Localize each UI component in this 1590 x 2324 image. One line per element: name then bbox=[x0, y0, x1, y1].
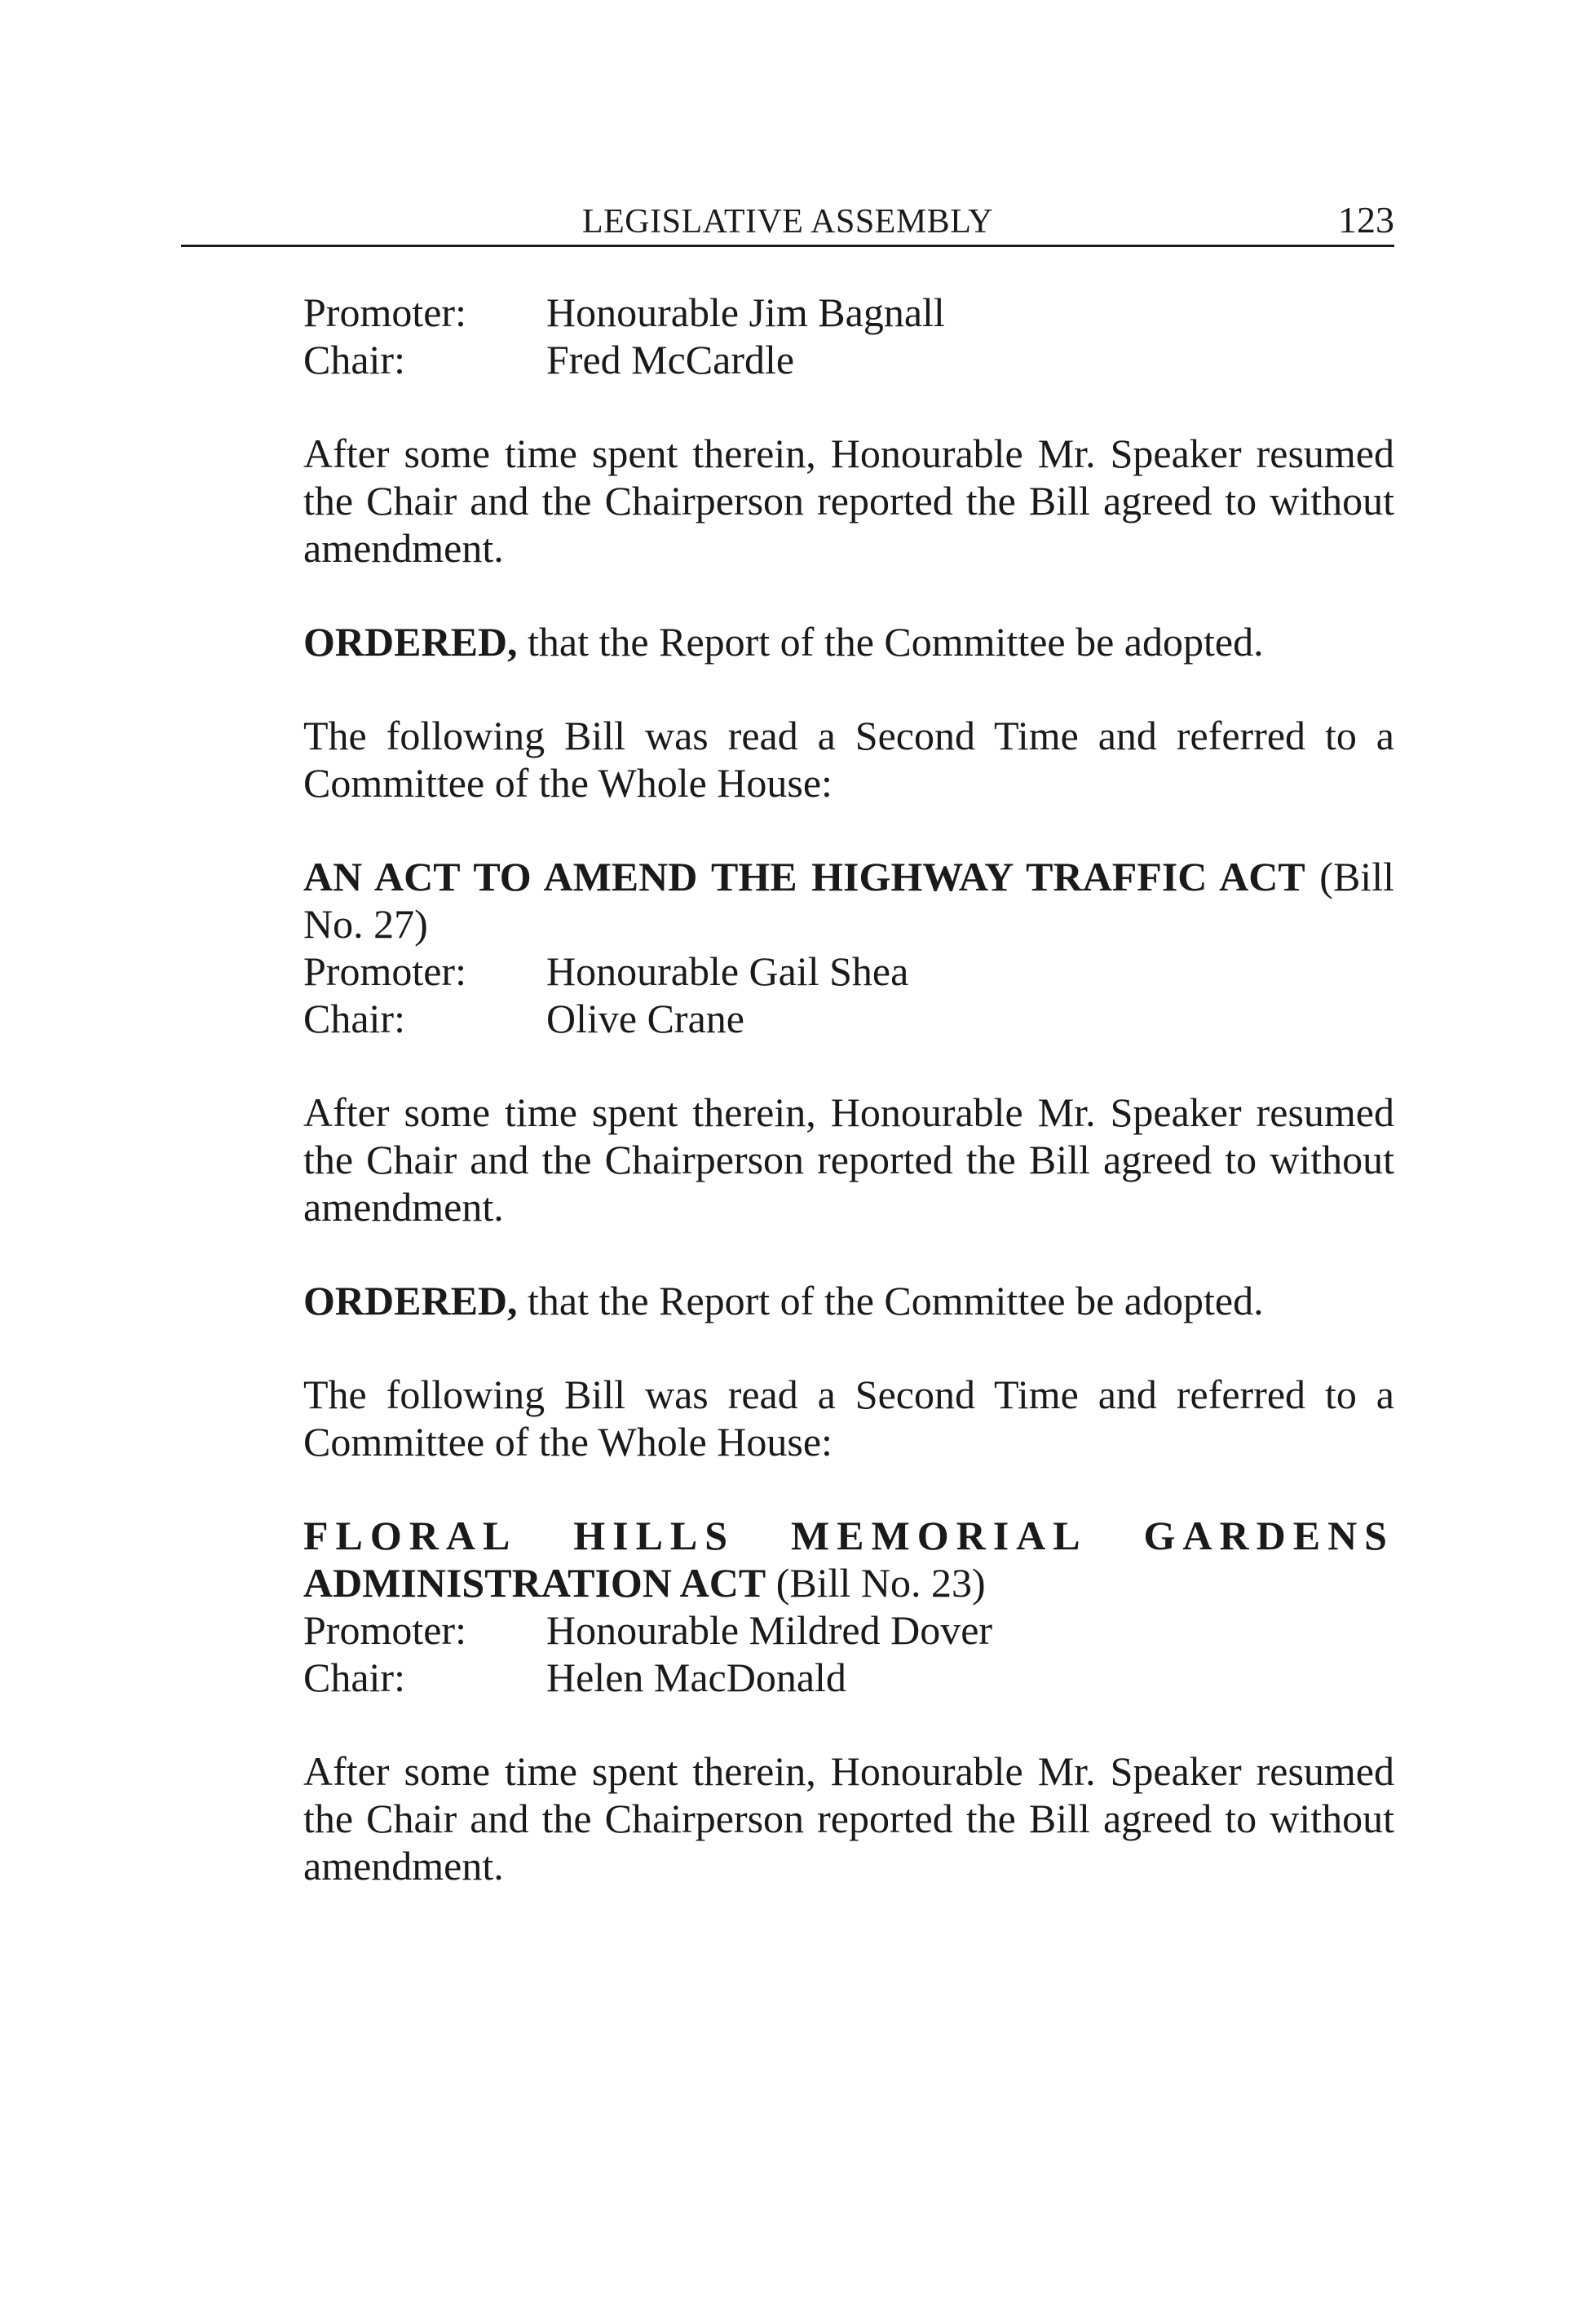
chair-name: Olive Crane bbox=[546, 996, 744, 1041]
ordered-paragraph bbox=[303, 618, 1394, 665]
document-body bbox=[303, 289, 1394, 1889]
ordered-text: that the Report of the Committee be adopted. bbox=[517, 619, 1264, 665]
promoter-row bbox=[303, 1606, 1394, 1654]
bill-number: (Bill No. 23) bbox=[766, 1560, 986, 1606]
chair-label: Chair: bbox=[303, 1655, 405, 1700]
bill-title-word: HILLS bbox=[573, 1513, 735, 1558]
chair-label: Chair: bbox=[303, 337, 405, 382]
bill-heading bbox=[303, 853, 1394, 948]
report-paragraph: After some time spent therein, Honourable Mr. Speaker resumed the Chair and the Chairperson reported the Bill agreed to without amendment. bbox=[303, 1748, 1394, 1889]
second-reading-paragraph: The following Bill was read a Second Time and referred to a Committee of the Whole House: bbox=[303, 713, 1394, 806]
promoter-label: Promoter: bbox=[303, 289, 466, 335]
chair-row bbox=[303, 1654, 1394, 1701]
promoter-label: Promoter: bbox=[303, 948, 466, 994]
chair-label: Chair: bbox=[303, 996, 405, 1041]
report-paragraph: After some time spent therein, Honourable Mr. Speaker resumed the Chair and the Chairperson reported the Bill agreed to without amendment. bbox=[303, 1089, 1394, 1230]
header-title: LEGISLATIVE ASSEMBLY bbox=[582, 203, 993, 241]
bill-number: (Bill No. 27) bbox=[303, 854, 1394, 947]
report-paragraph: After some time spent therein, Honourable Mr. Speaker resumed the Chair and the Chairperson reported the Bill agreed to without amendment. bbox=[303, 431, 1394, 571]
ordered-paragraph bbox=[303, 1277, 1394, 1324]
chair-name: Helen MacDonald bbox=[546, 1655, 846, 1700]
chair-name: Fred McCardle bbox=[546, 337, 795, 382]
ordered-text: that the Report of the Committee be adopted. bbox=[517, 1278, 1264, 1323]
chair-row bbox=[303, 336, 1394, 383]
promoter-name: Honourable Gail Shea bbox=[546, 948, 909, 994]
running-header bbox=[181, 197, 1394, 247]
bill-title-word: FLORAL bbox=[303, 1513, 518, 1558]
bill-title: AN ACT TO AMEND THE HIGHWAY TRAFFIC ACT bbox=[303, 854, 1305, 899]
ordered-keyword: ORDERED, bbox=[303, 619, 518, 665]
bill-title-line bbox=[303, 1512, 1394, 1559]
promoter-row bbox=[303, 289, 1394, 336]
promoter-row bbox=[303, 948, 1394, 995]
bill-title-word: GARDENS bbox=[1143, 1513, 1394, 1558]
promoter-name: Honourable Jim Bagnall bbox=[546, 289, 945, 335]
bill-title: ADMINISTRATION ACT bbox=[303, 1560, 766, 1606]
promoter-label: Promoter: bbox=[303, 1607, 466, 1653]
page-number: 123 bbox=[1338, 199, 1394, 241]
bill-heading bbox=[303, 1559, 1394, 1606]
ordered-keyword: ORDERED, bbox=[303, 1278, 518, 1323]
second-reading-paragraph: The following Bill was read a Second Time and referred to a Committee of the Whole House: bbox=[303, 1372, 1394, 1465]
bill-title-word: MEMORIAL bbox=[790, 1513, 1088, 1558]
chair-row bbox=[303, 995, 1394, 1042]
promoter-name: Honourable Mildred Dover bbox=[546, 1607, 993, 1653]
